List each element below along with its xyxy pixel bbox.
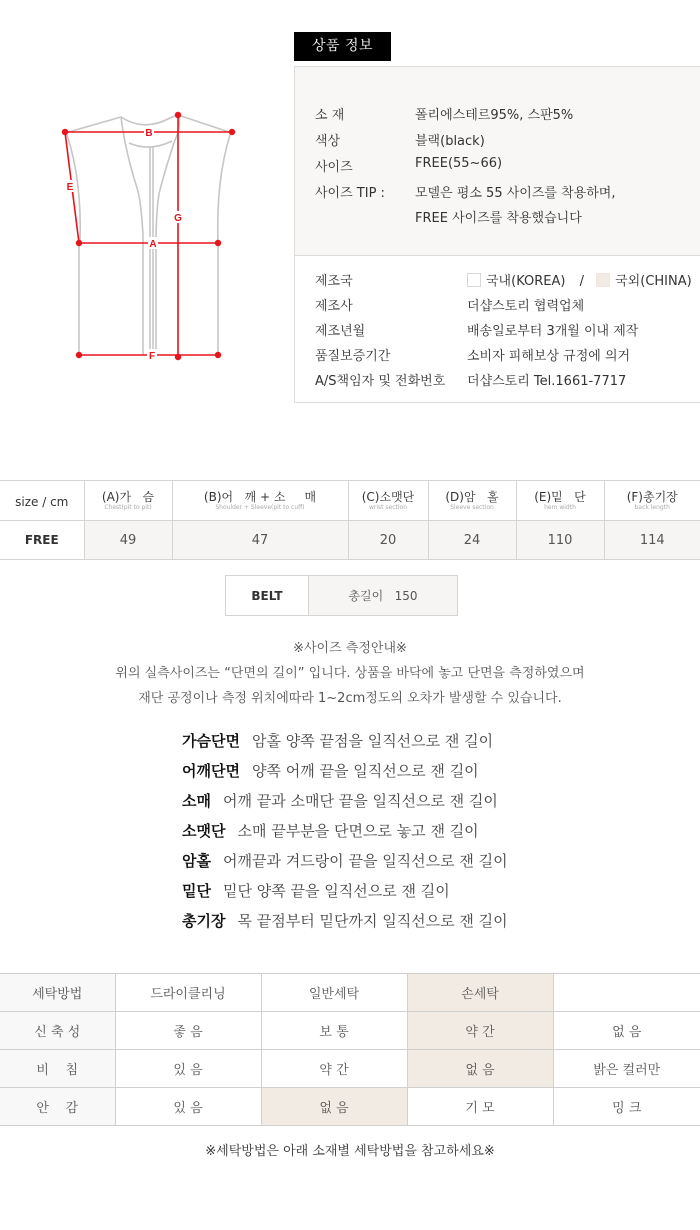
definition-item: 밑단 밑단 양쪽 끝을 일직선으로 잰 길이: [182, 882, 450, 900]
size-value-wrist: 20: [348, 521, 428, 560]
belt-table: [225, 575, 458, 616]
size-header-hem: (E)밑 단 hem width: [516, 481, 604, 521]
care-cell: 좋 음: [115, 1012, 261, 1050]
care-cell: 약 간: [261, 1050, 407, 1088]
size-header-armhole: (D)암 홀 Sleeve section: [428, 481, 516, 521]
definition-item: 암홀 어깨끝과 겨드랑이 끝을 일직선으로 잰 길이: [182, 852, 508, 870]
label-a: A: [149, 239, 157, 250]
size-header-length: (F)총기장 back length: [604, 481, 700, 521]
care-row-stretch: [0, 1012, 700, 1050]
care-cell: 일반세탁: [261, 974, 407, 1012]
info-value: FREE 사이즈를 착용했습니다: [415, 211, 582, 226]
country-foreign-label: 국외(CHINA): [615, 274, 692, 289]
info-key: 제조년월: [315, 324, 366, 339]
size-value-length: 114: [604, 521, 700, 560]
measurement-notes: [0, 636, 700, 711]
notes-line-1: 위의 실측사이즈는 “단면의 길이” 입니다. 상품을 바닥에 놓고 단면을 측정하였으며: [115, 666, 585, 681]
definition-item: 소맷단 소매 끝부분을 단면으로 놓고 잰 길이: [182, 822, 479, 840]
size-value-chest: 49: [84, 521, 172, 560]
care-cell-selected: 없 음: [261, 1088, 407, 1126]
care-cell: 있 음: [115, 1050, 261, 1088]
size-value-shoulder-sleeve: 47: [172, 521, 348, 560]
manufacture-info-box: [294, 255, 700, 403]
label-f: F: [148, 351, 156, 362]
size-header-shoulder-sleeve: (B)어 깨 + 소 매 Shoulder + Sleeve(pit to cuff): [172, 481, 348, 521]
belt-value: 총길이 150: [309, 576, 458, 616]
care-cell: 밝은 컬러만: [553, 1050, 700, 1088]
notes-line-2: 재단 공정이나 측정 위치에따라 1~2cm정도의 오차가 발생할 수 있습니다.: [138, 691, 562, 706]
info-key: 사이즈 TIP :: [315, 186, 385, 201]
info-value: FREE(55~66): [415, 156, 503, 171]
care-row-lining: [0, 1088, 700, 1126]
label-e: E: [66, 182, 74, 193]
size-header-wrist: (C)소맷단 wrist section: [348, 481, 428, 521]
notes-title: ※사이즈 측정안내※: [293, 641, 407, 656]
info-key: 제조사: [315, 299, 353, 314]
size-label: FREE: [0, 521, 84, 560]
care-row-label: 안 감: [0, 1088, 115, 1126]
care-row-label: 신 축 성: [0, 1012, 115, 1050]
care-cell: 드라이클리닝: [115, 974, 261, 1012]
care-cell: 없 음: [553, 1012, 700, 1050]
care-cell-selected: 손세탁: [407, 974, 553, 1012]
country-separator: /: [579, 274, 584, 289]
care-cell-selected: 약 간: [407, 1012, 553, 1050]
care-note: ※세탁방법은 아래 소재별 세탁방법을 참고하세요※: [205, 1144, 495, 1159]
table-row: [0, 521, 700, 560]
care-cell: [553, 974, 700, 1012]
care-row-sheerness: [0, 1050, 700, 1088]
label-b: B: [145, 128, 153, 139]
info-value: 블랙(black): [415, 134, 485, 149]
info-key: A/S책임자 및 전화번호: [315, 374, 446, 389]
product-basic-info-box: [294, 66, 700, 256]
size-value-hem: 110: [516, 521, 604, 560]
definition-item: 가슴단면 암홀 양쪽 끝점을 일직선으로 잰 길이: [182, 732, 494, 750]
care-row-label: 세탁방법: [0, 974, 115, 1012]
info-value: 배송일로부터 3개월 이내 제작: [467, 324, 639, 339]
measurement-definitions: [182, 728, 508, 938]
product-info-title: 상품 정보: [294, 32, 391, 61]
country-domestic-label: 국내(KOREA): [486, 274, 566, 289]
size-value-armhole: 24: [428, 521, 516, 560]
belt-label: BELT: [226, 576, 309, 616]
garment-measurement-diagram: [40, 100, 260, 380]
care-row-wash-method: [0, 974, 700, 1012]
info-key: 소 재: [315, 108, 345, 123]
info-key: 사이즈: [315, 160, 353, 175]
checkbox-foreign-checked[interactable]: [596, 273, 610, 287]
info-value: 모델은 평소 55 사이즈를 착용하며,: [415, 186, 616, 201]
info-value: 소비자 피해보상 규정에 의거: [467, 349, 631, 364]
checkbox-domestic[interactable]: [467, 273, 481, 287]
info-value: 폴리에스테르95%, 스판5%: [415, 108, 574, 123]
care-cell: 기 모: [407, 1088, 553, 1126]
size-header-chest: (A)가 슴 Chest(pit to pit): [84, 481, 172, 521]
care-cell: 있 음: [115, 1088, 261, 1126]
info-value: 더샵스토리 Tel.1661-7717: [467, 374, 627, 389]
definition-item: 총기장 목 끝점부터 밑단까지 일직선으로 잰 길이: [182, 912, 508, 930]
size-header-corner: size / cm: [0, 481, 84, 521]
definition-item: 어깨단면 양쪽 어깨 끝을 일직선으로 잰 길이: [182, 762, 479, 780]
care-table: [0, 973, 700, 1126]
size-table-header: [0, 481, 700, 521]
care-cell: 보 통: [261, 1012, 407, 1050]
info-key: 품질보증기간: [315, 349, 391, 364]
label-g: G: [174, 213, 182, 224]
size-table: [0, 480, 700, 560]
care-row-label: 비 침: [0, 1050, 115, 1088]
info-value: 더샵스토리 협력업체: [467, 299, 585, 314]
care-cell: 밍 크: [553, 1088, 700, 1126]
info-key: 색상: [315, 134, 341, 149]
info-key: 제조국: [315, 274, 353, 289]
care-cell-selected: 없 음: [407, 1050, 553, 1088]
definition-item: 소매 어깨 끝과 소매단 끝을 일직선으로 잰 길이: [182, 792, 498, 810]
